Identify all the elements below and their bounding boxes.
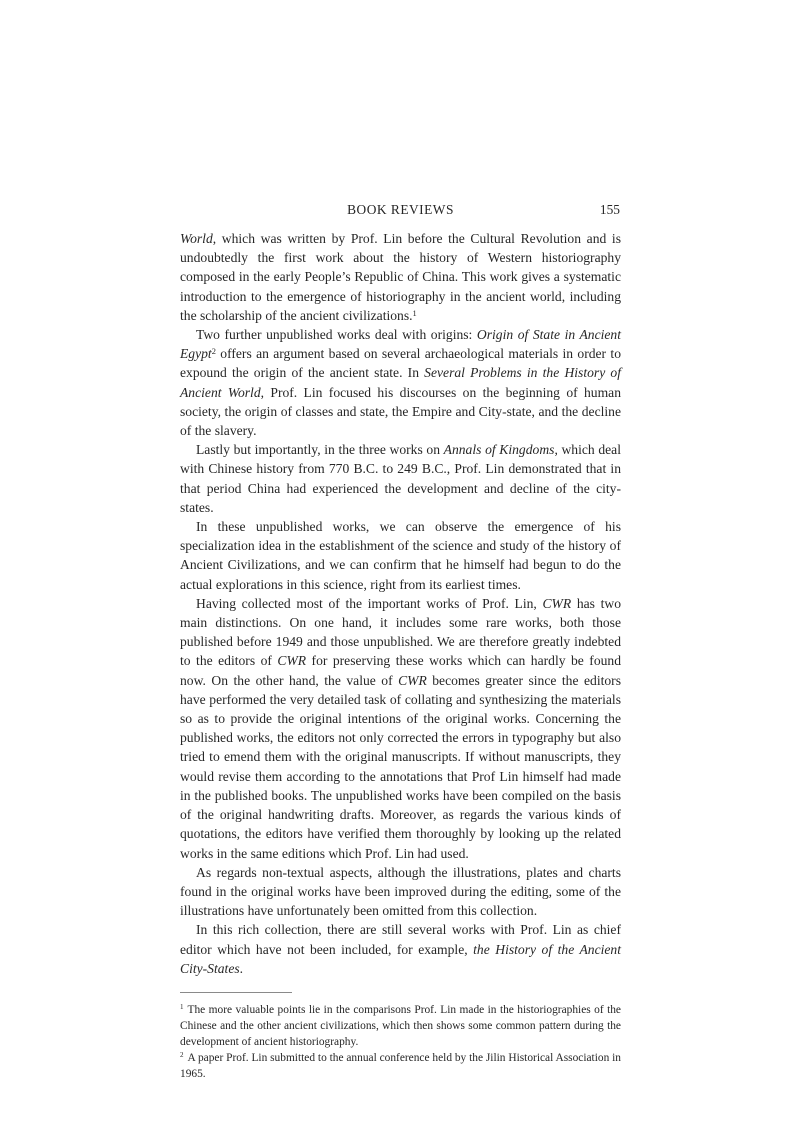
- paragraph: World, which was written by Prof. Lin before the Cultural Revolution and is undoubtedly the first work about the history of Western historiography composed in the early People’s Republic of China. This work gives a systematic introduction to the emergence of historiography in the ancient world, including the scholarship of the ancient civilizations.$^1$: [180, 231, 621, 323]
- paragraph: Having collected most of the important works of Prof. Lin, CWR has two main distinctions. On one hand, it includes some rare works, both those published before 1949 and those unpublished. We are therefore greatly indebted to the editors of CWR for preserving these works which can hardly be found now. On the other hand, the value of CWR becomes greater since the editors have performed the very detailed task of collating and synthesizing the materials so as to provide the original intentions of the original works. Concerning the published works, the editors not only corrected the errors in typography but also tried to emend them with the original manuscripts. If without manuscripts, they would revise them according to the annotations that Prof Lin himself had made in the published books. The unpublished works have been compiled on the basis of the original handwriting drafts. Moreover, as regards the various kinds of quotations, the editors have verified them thoroughly by looking up the related works in the same editions which Prof. Lin had used.: [180, 595, 622, 861]
- footnote-text: The more valuable points lie in the comparisons Prof. Lin made in the historiographies of the Chinese and the other ancient civilizations, which then shows some common pattern during the development of ancient historiography.: [180, 1003, 621, 1048]
- paragraph: In these unpublished works, we can observe the emergence of his specialization idea in the establishment of the science and study of the history of Ancient Civilizations, and we can confirm that he himself had begun to do the actual explorations in this science, right from its earliest times.: [180, 519, 621, 592]
- paragraph: As regards non-textual aspects, although the illustrations, plates and charts found in the original works have been improved during the editing, some of the illustrations have unfortunately been omitted from this collection.: [180, 864, 621, 919]
- paragraph: Two further unpublished works deal with origins: Origin of State in Ancient Egypt$^2$ offers an argument based on several archaeological materials in order to expound the origin of the ancient state. In Several Problems in the History of Ancient World, Prof. Lin focused his discourses on the beginning of human society, the origin of classes and state, the Empire and City-state, and the decline of the slavery.: [180, 327, 622, 439]
- paragraph: In this rich collection, there are still several works with Prof. Lin as chief editor which have not been included, for example, the History of the Ancient City-States.: [180, 922, 622, 976]
- footnote-separator: [180, 992, 292, 993]
- footnotes: [180, 1002, 621, 1082]
- footnote: [180, 1050, 621, 1082]
- body-text: [180, 229, 621, 978]
- footnote: [180, 1002, 621, 1050]
- text-column: [180, 202, 621, 1082]
- running-head: [180, 202, 621, 218]
- footnote-text: A paper Prof. Lin submitted to the annual conference held by the Jilin Historical Association in 1965.: [180, 1051, 621, 1080]
- page-number: 155: [599, 202, 620, 217]
- footnote-marker: 1: [180, 1003, 184, 1012]
- paragraph: Lastly but importantly, in the three works on Annals of Kingdoms, which deal with Chinese history from 770 B.C. to 249 B.C., Prof. Lin demonstrated that in that period China had experienced the development and decline of the city-states.: [180, 442, 621, 515]
- footnote-marker: 2: [180, 1051, 184, 1060]
- page-title: BOOK REVIEWS: [347, 202, 454, 217]
